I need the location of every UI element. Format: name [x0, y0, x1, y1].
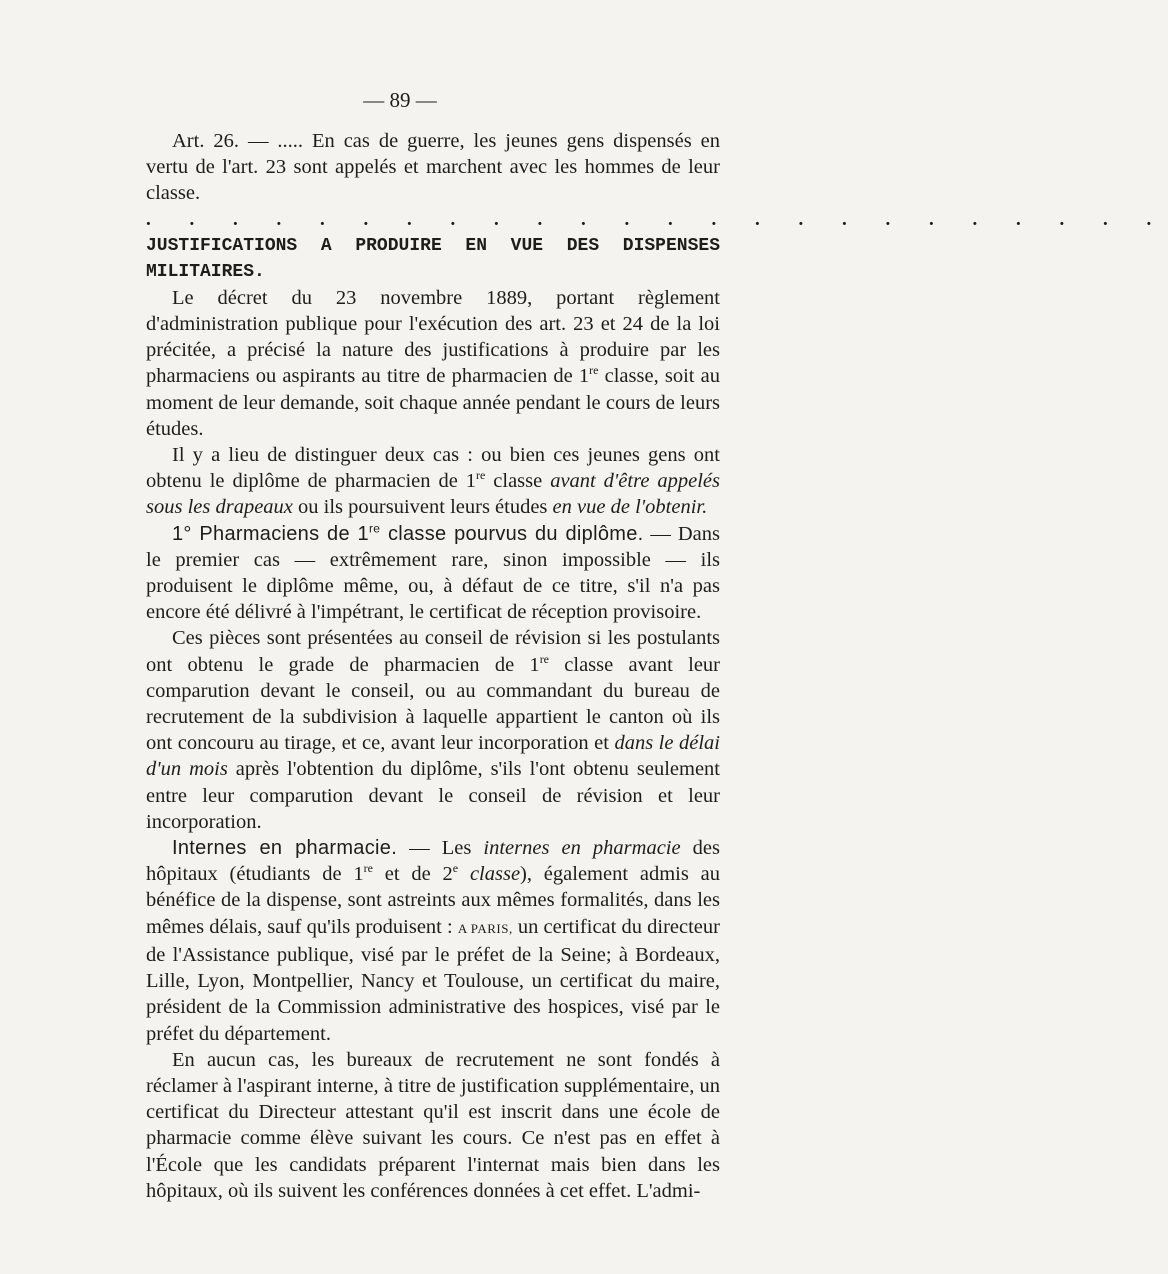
paragraph-documents: Ces pièces sont présentées au conseil de révision si les postulants ont obtenu le grade de pharmacien de 1re classe avant leur comparution devant le conseil, ou au commandant du bureau de recrutement de la subdivision à laquelle appartient le canton où ils ont concouru au tirage, et ce, avant leur incorporation et dans le délai d'un mois après l'obtention du diplôme, s'ils l'ont obtenu seulement entre leur comparution devant le conseil de révision et leur incorporation.: [146, 627, 721, 833]
page-number: — 89 —: [363, 88, 437, 112]
article-26: Art. 26. — ..... En cas de guerre, les jeunes gens dispensés en vertu de l'art. 23 sont appelés et marchent avec les hommes de leur classe.: [146, 130, 720, 205]
paragraph-recruitment: En aucun cas, les bureaux de recrutement ne sont fondés à réclamer à l'aspirant interne, à titre de justification supplémentaire, un certificat du Directeur attestant qu'il est inscrit dans une école de pharmacie comme élève suivant les cours. Ce n'est pas en effet à l'École que les candidats préparent l'internat mais bien dans les hôpitaux, où ils suivent les conférences données à cet effet. L'admi-: [146, 1048, 720, 1202]
paragraph-decree: Le décret du 23 novembre 1889, portant règlement d'administration publique pour l'exécution des art. 23 et 24 de la loi précitée, a précisé la nature des justifications à produire par les pharmaciens ou aspirants au titre de pharmacien de 1re classe, soit au moment de leur demande, soit chaque année pendant le cours de leurs études.: [146, 286, 720, 440]
body-text: [146, 128, 1168, 1204]
subsection-title-1: 1° Pharmaciens de 1re classe pourvus du diplôme.: [172, 520, 644, 545]
section-heading: JUSTIFICATIONS A PRODUIRE EN VUE DES DISPENSES MILITAIRES.: [146, 235, 720, 282]
paragraph-section-1: 1° Pharmaciens de 1re classe pourvus du diplôme. — Dans le premier cas — extrêmement rare, sinon impossible — ils produisent le diplôme même, ou, à défaut de ce titre, s'il n'a pas encore été délivré à l'impétrant, le certificat de réception provisoire.: [146, 520, 720, 624]
paragraph-internes: Internes en pharmacie. — Les internes en pharmacie des hôpitaux (étudiants de 1re et de 2e classe), également admis au bénéfice de la dispense, sont astreints aux mêmes formalités, dans les mêmes délais, sauf qu'ils produisent : A PARIS, un certificat du directeur de l'Assistance publique, visé par le préfet de la Seine; à Bordeaux, Lille, Lyon, Montpellier, Nancy et Toulouse, un certificat du maire, président de la Commission administrative des hospices, visé par le préfet du département.: [146, 837, 720, 1045]
paragraph-two-cases: Il y a lieu de distinguer deux cas : ou bien ces jeunes gens ont obtenu le diplôme de pharmacien de 1re classe avant d'être appelés sous les drapeaux ou ils poursuivent leurs études en vue de l'obtenir.: [146, 444, 720, 519]
subsection-title-2: Internes en pharmacie.: [172, 837, 398, 860]
ellipsis-row: . . . . . . . . . . . . . . . . . . . . . . . .: [146, 208, 1168, 230]
